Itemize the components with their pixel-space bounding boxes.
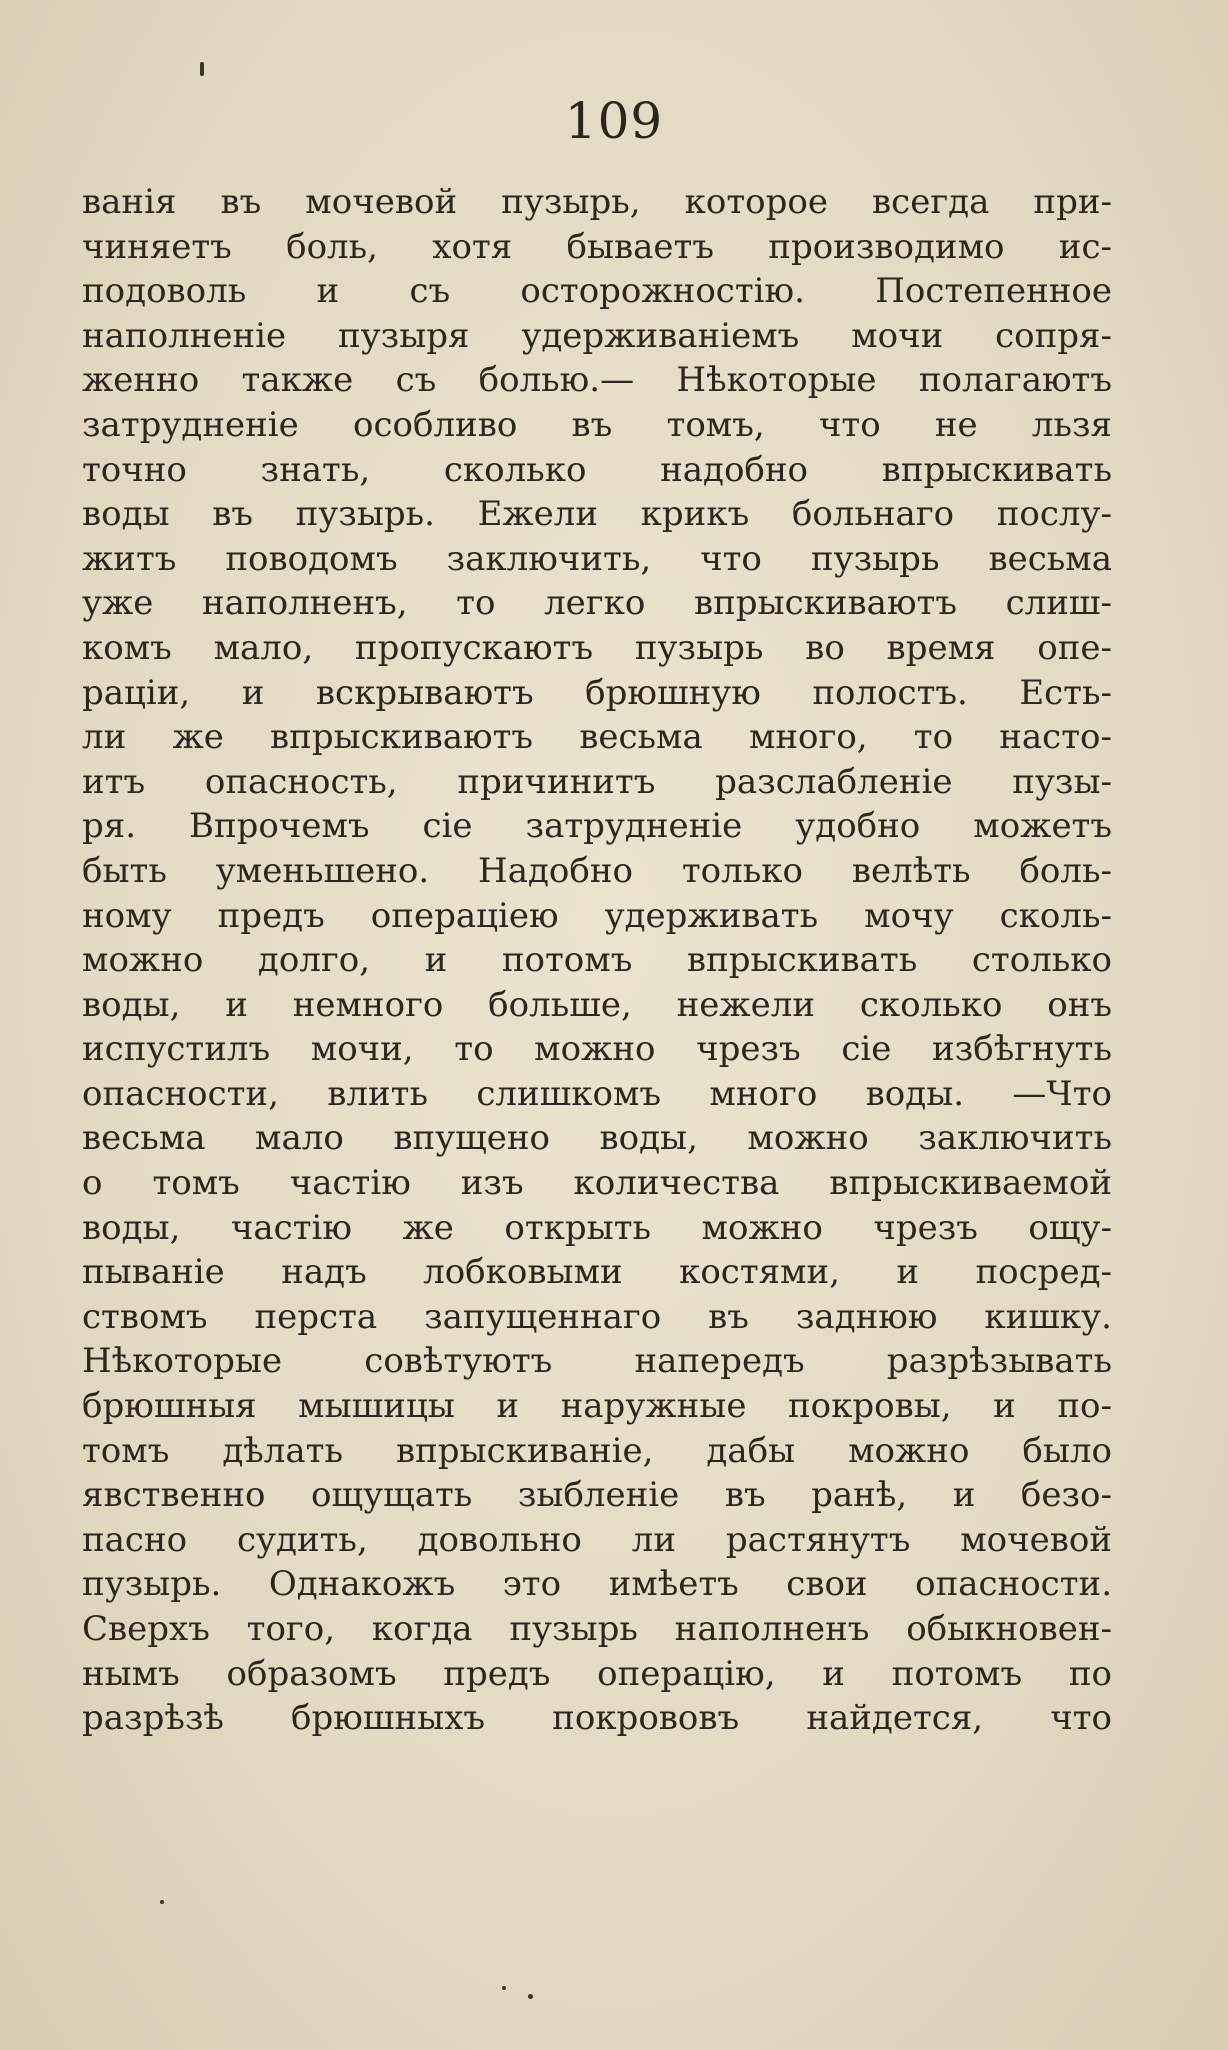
ink-speck [160, 1900, 164, 1904]
text-line: о томъ частію изъ количества впрыскиваемой [82, 1163, 1112, 1204]
text-line: подоволь и съ осторожностію. Постепенное [82, 271, 1112, 312]
text-line: пасно судить, довольно ли растянутъ мочевой [82, 1519, 1112, 1560]
text-line: быть уменьшено. Надобно только велѣть боль- [82, 850, 1112, 891]
ink-speck [502, 1986, 506, 1990]
text-line: точно знать, сколько надобно впрыскивать [82, 449, 1112, 490]
text-line: пываніе надъ лобковыми костями, и посред- [82, 1252, 1112, 1293]
text-line: затрудненіе особливо въ томъ, что не льзя [82, 404, 1112, 445]
text-line: раціи, и вскрываютъ брюшную полостъ. Есть- [82, 672, 1112, 713]
text-line: воды, частію же открыть можно чрезъ ощу- [82, 1207, 1112, 1248]
text-line: уже наполненъ, то легко впрыскиваютъ слиш- [82, 583, 1112, 624]
text-line: нымъ образомъ предъ операцію, и потомъ по [82, 1653, 1112, 1694]
text-line: комъ мало, пропускаютъ пузырь во время опе- [82, 627, 1112, 668]
text-line: Нѣкоторые совѣтуютъ напередъ разрѣзывать [82, 1341, 1112, 1382]
text-line: ному предъ операціею удерживать мочу сколь- [82, 895, 1112, 936]
text-line: Сверхъ того, когда пузырь наполненъ обыкновен- [82, 1609, 1112, 1649]
text-line: житъ поводомъ заключить, что пузырь весьма [82, 538, 1112, 579]
text-line: можно долго, и потомъ впрыскивать столько [82, 940, 1112, 981]
page-number: 109 [564, 92, 664, 150]
text-line: томъ дѣлать впрыскиваніе, дабы можно было [82, 1430, 1112, 1471]
text-line: испустилъ мочи, то можно чрезъ сіе избѣгнуть [82, 1029, 1112, 1070]
text-line: женно также съ болью.— Нѣкоторые полагаютъ [82, 360, 1112, 401]
body-text [82, 180, 1112, 1741]
text-line: брюшныя мышицы и наружные покровы, и по- [82, 1386, 1112, 1427]
text-line: пузырь. Однакожъ это имѣетъ свои опасности. [82, 1564, 1112, 1605]
text-line: явственно ощущать зыбленіе въ ранѣ, и безо- [82, 1475, 1112, 1516]
text-line: чиняетъ боль, хотя бываетъ производимо ис- [82, 226, 1112, 267]
text-line: итъ опасность, причинитъ разслабленіе пузы- [82, 761, 1112, 802]
text-line: ствомъ перста запущеннаго въ заднюю кишку. [82, 1296, 1112, 1337]
text-line: наполненіе пузыря удерживаніемъ мочи сопря- [82, 315, 1112, 356]
text-line: ря. Впрочемъ сіе затрудненіе удобно можетъ [82, 806, 1112, 847]
text-line: весьма мало впущено воды, можно заключить [82, 1118, 1112, 1159]
text-line: ли же впрыскиваютъ весьма много, то насто- [82, 717, 1112, 758]
text-line: воды въ пузырь. Ежели крикъ больнаго послу- [82, 494, 1112, 535]
ink-speck [528, 1994, 533, 1999]
ink-speck [200, 62, 204, 76]
text-line: воды, и немного больше, нежели сколько онъ [82, 984, 1112, 1025]
text-line: разрѣзѣ брюшныхъ покрововъ найдется, что [82, 1698, 1112, 1739]
text-line: опасности, влить слишкомъ много воды. —Что [82, 1073, 1112, 1114]
text-line: ванія въ мочевой пузырь, которое всегда при- [82, 182, 1112, 222]
